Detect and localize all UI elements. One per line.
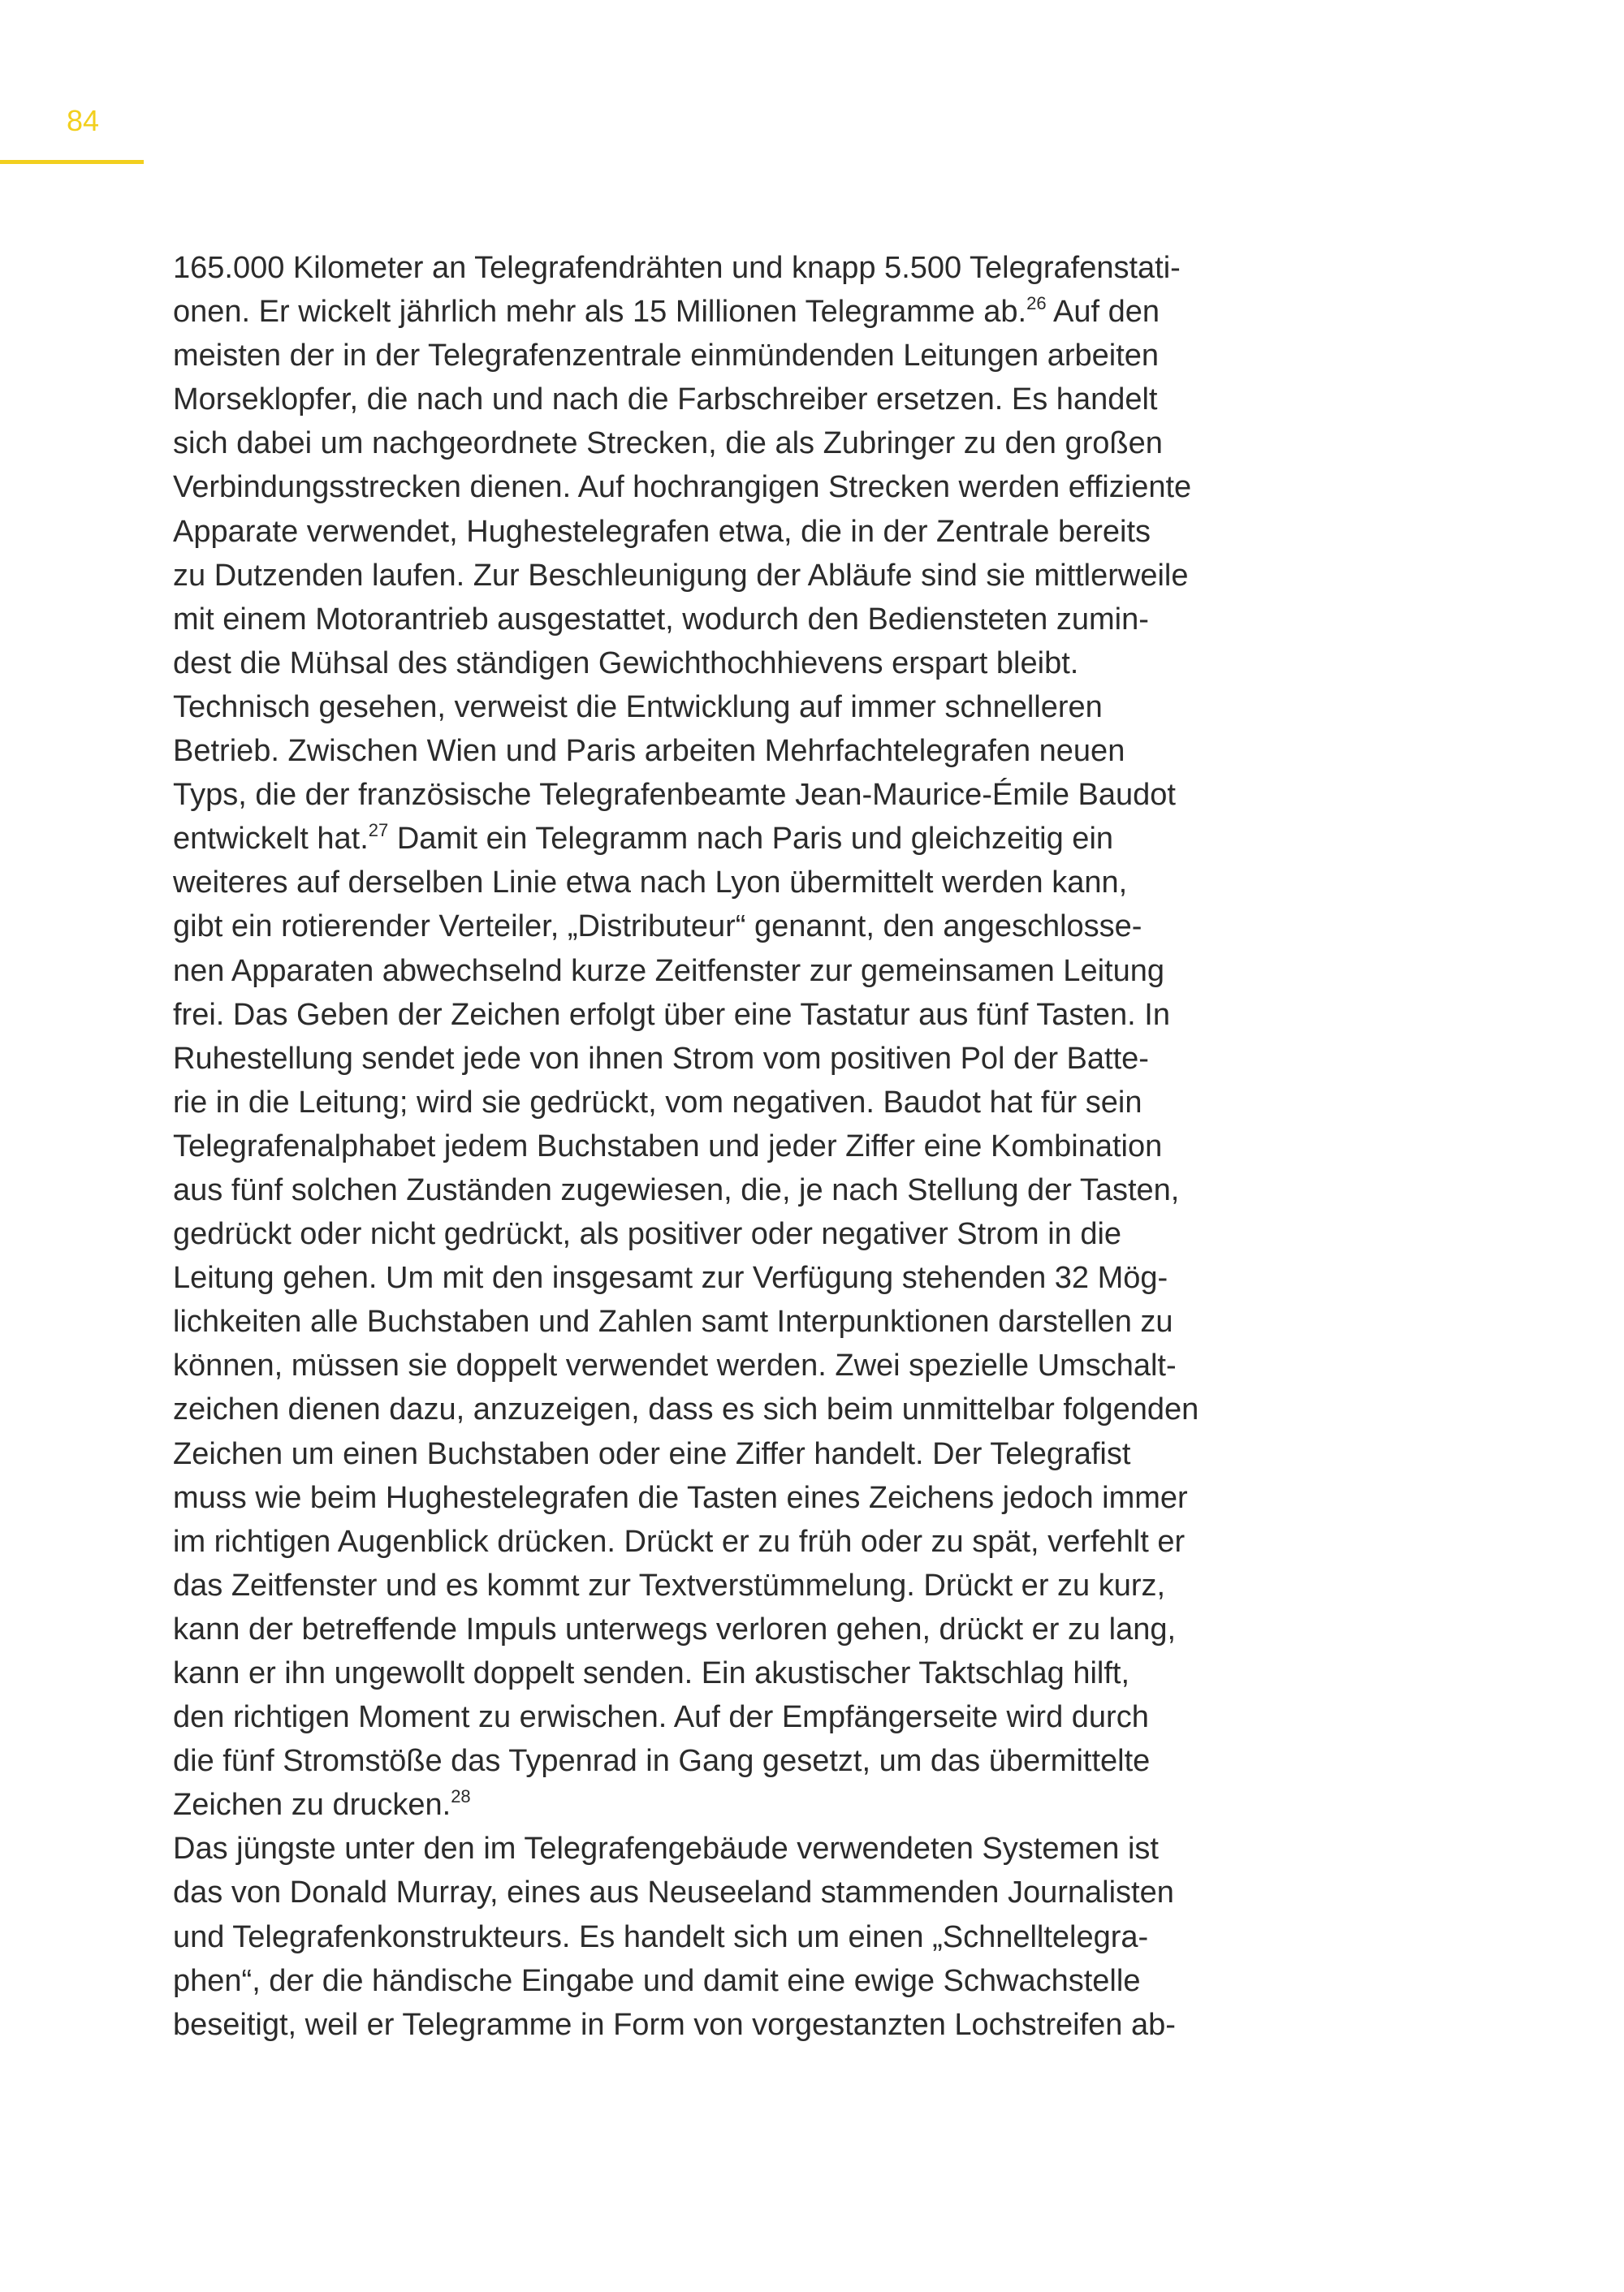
text-line: [173, 1168, 1310, 1212]
text-line-content: Apparate verwendet, Hughestelegrafen etwa, die in der Zentrale bereits: [173, 514, 1151, 549]
text-line: [173, 1783, 1310, 1827]
text-line: [173, 949, 1310, 993]
text-line: [173, 1300, 1310, 1344]
text-line-content: 165.000 Kilometer an Telegrafendrähten und knapp 5.500 Telegrafenstati-: [173, 251, 1181, 285]
text-line: [173, 1695, 1310, 1739]
text-line-content: kann der betreffende Impuls unterwegs verloren gehen, drückt er zu lang,: [173, 1612, 1177, 1647]
text-line: [173, 817, 1310, 861]
text-line: [173, 1344, 1310, 1388]
text-line: [173, 1432, 1310, 1476]
text-line-content: die fünf Stromstöße das Typenrad in Gang gesetzt, um das übermittelte: [173, 1744, 1151, 1779]
text-line-content: zeichen dienen dazu, anzuzeigen, dass es sich beim unmittelbar folgenden: [173, 1392, 1199, 1427]
text-line: [173, 421, 1310, 465]
text-line-content: lichkeiten alle Buchstaben und Zahlen samt Interpunktionen darstellen zu: [173, 1305, 1173, 1340]
text-line-content: kann er ihn ungewollt doppelt senden. Ein akustischer Taktschlag hilft,: [173, 1656, 1130, 1690]
text-line-content: Ruhestellung sendet jede von ihnen Strom vom positiven Pol der Batte-: [173, 1041, 1149, 1076]
text-line: [173, 993, 1310, 1037]
text-line: [173, 904, 1310, 948]
text-line-content: entwickelt hat.: [173, 822, 369, 857]
footnote-reference: 28: [451, 1786, 471, 1807]
text-line-content: gedrückt oder nicht gedrückt, als positiver oder negativer Strom in die: [173, 1217, 1122, 1252]
text-line: [173, 1388, 1310, 1431]
text-line-content: Das jüngste unter den im Telegrafengebäude verwendeten Systemen ist: [173, 1832, 1159, 1867]
text-line-content: Leitung gehen. Um mit den insgesamt zur Verfügung stehenden 32 Mög-: [173, 1261, 1168, 1296]
header-rule: [0, 160, 144, 164]
text-line-content: den richtigen Moment zu erwischen. Auf der Empfängerseite wird durch: [173, 1700, 1149, 1735]
text-line: [173, 334, 1310, 378]
text-line-content: aus fünf solchen Zuständen zugewiesen, die, je nach Stellung der Tasten,: [173, 1172, 1180, 1207]
text-line-content: muss wie beim Hughestelegrafen die Tasten eines Zeichens jedoch immer: [173, 1480, 1188, 1515]
body-text: [173, 246, 1310, 2047]
text-line-content: sich dabei um nachgeordnete Strecken, die als Zubringer zu den großen: [173, 426, 1163, 461]
text-line-content: Morseklopfer, die nach und nach die Farbschreiber ersetzen. Es handelt: [173, 382, 1158, 417]
text-line: [173, 1081, 1310, 1124]
text-line-content: onen. Er wickelt jährlich mehr als 15 Millionen Telegramme ab.: [173, 295, 1027, 330]
text-line: [173, 1476, 1310, 1520]
text-line: [173, 1827, 1310, 1871]
text-line: [173, 1915, 1310, 1959]
text-line-content: frei. Das Geben der Zeichen erfolgt über eine Tastatur aus fünf Tasten. In: [173, 997, 1170, 1032]
text-line: [173, 1651, 1310, 1695]
text-line: [173, 861, 1310, 904]
text-line-content: Zeichen um einen Buchstaben oder eine Ziffer handelt. Der Telegrafist: [173, 1436, 1131, 1471]
text-line-content: beseitigt, weil er Telegramme in Form von vorgestanzten Lochstreifen ab-: [173, 2007, 1176, 2042]
text-line: [173, 554, 1310, 598]
text-line: [173, 685, 1310, 729]
text-line: [173, 1739, 1310, 1783]
footnote-reference: 26: [1026, 293, 1047, 314]
footnote-reference: 27: [368, 820, 389, 841]
text-line-content: rie in die Leitung; wird sie gedrückt, vom negativen. Baudot hat für sein: [173, 1085, 1142, 1120]
text-line: [173, 1037, 1310, 1081]
text-line: [173, 641, 1310, 685]
text-line-content: Telegrafenalphabet jedem Buchstaben und jeder Ziffer eine Kombination: [173, 1129, 1163, 1163]
text-line-content: phen“, der die händische Eingabe und damit eine ewige Schwachstelle: [173, 1963, 1141, 1998]
text-line-content: zu Dutzenden laufen. Zur Beschleunigung der Abläufe sind sie mittlerweile: [173, 558, 1189, 593]
text-line: [173, 1124, 1310, 1168]
text-line: [173, 2003, 1310, 2047]
text-line: [173, 378, 1310, 421]
text-line: [173, 1520, 1310, 1564]
text-line: [173, 290, 1310, 334]
text-line-continuation: Damit ein Telegramm nach Paris und gleichzeitig ein: [388, 822, 1114, 857]
text-line-content: Technisch gesehen, verweist die Entwicklung auf immer schnelleren: [173, 689, 1103, 724]
text-line-content: Zeichen zu drucken.: [173, 1788, 451, 1823]
text-line-content: dest die Mühsal des ständigen Gewichthochhievens erspart bleibt.: [173, 645, 1079, 680]
text-line: [173, 1212, 1310, 1256]
text-line-content: das Zeitfenster und es kommt zur Textverstümmelung. Drückt er zu kurz,: [173, 1568, 1166, 1603]
page-number: 84: [67, 104, 100, 137]
text-line: [173, 729, 1310, 773]
text-line: [173, 1564, 1310, 1608]
text-line: [173, 773, 1310, 817]
text-line: [173, 1608, 1310, 1651]
text-line: [173, 246, 1310, 290]
text-line-continuation: Auf den: [1046, 295, 1160, 330]
text-line-content: weiteres auf derselben Linie etwa nach Lyon übermittelt werden kann,: [173, 865, 1128, 900]
text-line-content: im richtigen Augenblick drücken. Drückt er zu früh oder zu spät, verfehlt er: [173, 1524, 1186, 1559]
text-line: [173, 1871, 1310, 1914]
text-line-content: Verbindungsstrecken dienen. Auf hochrangigen Strecken werden effiziente: [173, 470, 1192, 505]
text-line: [173, 510, 1310, 554]
text-line-content: mit einem Motorantrieb ausgestattet, wodurch den Bediensteten zumin-: [173, 602, 1149, 637]
text-line-content: und Telegrafenkonstrukteurs. Es handelt sich um einen „Schnelltelegra-: [173, 1919, 1149, 1954]
text-line: [173, 598, 1310, 641]
text-line-content: gibt ein rotierender Verteiler, „Distributeur“ genannt, den angeschlosse-: [173, 909, 1142, 944]
text-line-content: Typs, die der französische Telegrafenbeamte Jean-Maurice-Émile Baudot: [173, 778, 1176, 813]
text-line: [173, 465, 1310, 509]
text-line-content: nen Apparaten abwechselnd kurze Zeitfenster zur gemeinsamen Leitung: [173, 953, 1164, 988]
text-line-content: meisten der in der Telegrafenzentrale einmündenden Leitungen arbeiten: [173, 339, 1160, 373]
text-line: [173, 1256, 1310, 1300]
text-line: [173, 1959, 1310, 2003]
text-line-content: können, müssen sie doppelt verwendet werden. Zwei spezielle Umschalt-: [173, 1349, 1177, 1383]
text-line-content: Betrieb. Zwischen Wien und Paris arbeiten Mehrfachtelegrafen neuen: [173, 734, 1125, 769]
text-line-content: das von Donald Murray, eines aus Neuseeland stammenden Journalisten: [173, 1875, 1174, 1910]
